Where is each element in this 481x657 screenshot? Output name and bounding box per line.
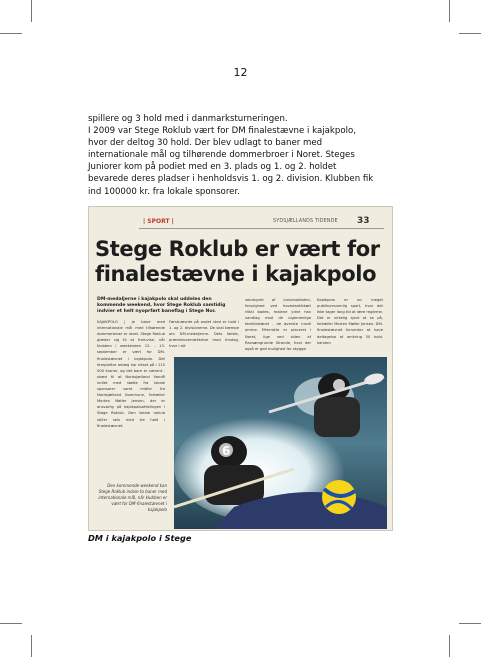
body-line: bevarede deres pladser i henholdsvis 1. og 2. division. Klubben fik — [88, 174, 374, 185]
headline-line: finalestævne i kajakpolo — [95, 262, 377, 286]
image-caption: Den kommende weekend kan Stege Roklub indvie to baner med internationale mål, når klubben er vært for DM-finalestævnet i kajakpolo — [98, 483, 167, 512]
clipping-lead: DM-medaljerne i kajakpolo skal uddeles den kommende weekend, hvor Stege Roklub samtidig indvier et helt nyoprført baneflag i Stege Nor. — [97, 297, 226, 314]
body-line: ind 100000 kr. fra lokale sponsorer. — [88, 186, 240, 197]
page-number: 12 — [233, 66, 248, 79]
figure-caption: DM i kajakpolo i Stege — [88, 533, 192, 543]
crop-mark — [459, 623, 481, 624]
crop-mark — [0, 623, 22, 624]
body-line: hvor der deltog 30 hold. Der blev udlagt to baner med — [88, 138, 323, 149]
body-line: internationale mål og tilhørende dommerbroer i Noret. Steges — [88, 150, 355, 161]
article-column: Førstnævnte på andet sted er hold i 1. og 2. divisionerne. De skal kæmpe om DM-medaljerne. Dets første, præmieoverrækkelse mod tirsdag, hvor i alt — [169, 320, 239, 349]
crop-mark — [449, 0, 450, 22]
body-line: Juniorer kom på podiet med en 3. plads og 1. og 2. holdet — [88, 162, 337, 173]
section-label: | SPORT | — [143, 218, 174, 225]
article-column: sandsynkt af juniorsoldaten, forsvighed ved hovedantikkørt rittal bades, malene ydne hav vandlag mod de uigemenlige familiestønet - de øverste rundt omme. Efterratte er placeret i Noret, lige ved siden af Ransømgrunde Strande, hvor der også er god mulighed for skygge. — [245, 298, 311, 351]
body-text — [88, 113, 394, 198]
newspaper-clipping — [88, 206, 393, 531]
body-line: I 2009 var Stege Roklub vært for DM finalestævne i kajakpolo, — [88, 126, 356, 137]
headline-line: Stege Roklub er vært for — [95, 237, 380, 261]
kayak-polo-photo — [174, 357, 387, 529]
header-rule — [139, 228, 384, 229]
article-column: Kajakpolo er en meget publikumsvenlig sport, hvor det ikke tager lang tid at lære reglerne. Det er virkelig sjovt at se på, fortæller Morten Møller Jensen. DM-finalestævnet forventer at have deltagelse af omkring 30 hold. karsten — [317, 298, 383, 345]
svg-text:6: 6 — [222, 444, 231, 458]
clipping-header — [89, 207, 392, 237]
crop-mark — [459, 33, 481, 34]
crop-mark — [0, 33, 22, 34]
crop-mark — [449, 635, 450, 657]
article-column: KAJAKPOLO | Je bane med internationale mål med tilhørende dommerbroer er lavet. Stege Roklub glæder sig til at fremvise, når klubben i weekenden 12. - 13. september er vært for DM-finalestævnet i kajakpolo. Det femplettre anlæg har ekset på i 115 000 kroner, og det bare er værent - skæd til at Nordsjælland Vandfl indlet med støtte fra lokale sponsorer samt midler fra Nordsjælland Kommune, fortæller Morten Møller Jensen, der er ansvarlig på kajakpoloafdelingen i Stege Roklub. Den lokale roklub stiller selv med tre hold i finalestævnet. — [97, 320, 165, 428]
crop-mark — [31, 0, 32, 22]
newspaper-name: SYDSJÆLLANDS TIDENDE — [273, 219, 338, 224]
crop-mark — [31, 635, 32, 657]
clipping-headline — [95, 237, 380, 287]
newspaper-page-number: 33 — [357, 216, 370, 226]
body-line: spillere og 3 hold med i danmarksturneringen. — [88, 114, 288, 124]
